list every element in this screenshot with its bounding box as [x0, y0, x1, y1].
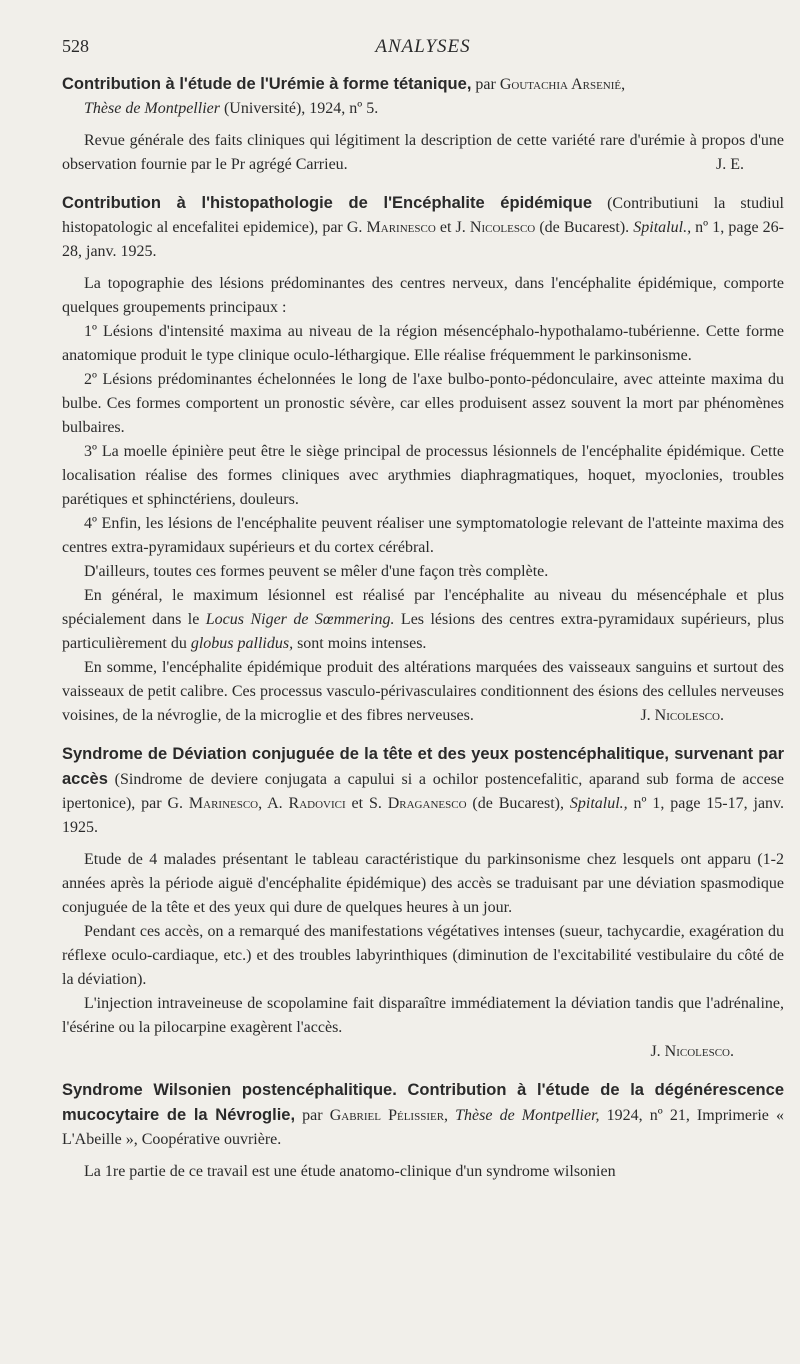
paragraph: D'ailleurs, toutes ces formes peuvent se mêler d'une façon très complète.	[84, 563, 549, 580]
signature: J. Nicolesco.	[650, 1043, 734, 1060]
authors: G. Marinesco, A. Radovici	[167, 795, 346, 812]
source-details: nº 1, page 26-28, janv. 1925.	[62, 219, 784, 260]
paragraph-text: En somme, l'encéphalite épidémique produit des altérations marquées des vaisseaux sanguins et surtout des vaisseaux de petit calibre. Ces processus vasculo-périvasculaires conditionnent des ésions des cellules nerveuses voisines, de la névroglie, de la microglie et des fibres nerveuses.	[62, 659, 784, 724]
paragraph: 3º La moelle épinière peut être le siège principal de processus lésionnels de l'encéphalite épidémique. Cette localisation réalise des formes cliniques avec arythmies diaphragmatiques, hoquet, myoclonies, troubles parétiques et sphinctériens, douleurs.	[62, 443, 784, 508]
source-title: Thèse de Montpellier	[84, 100, 220, 117]
paragraph	[62, 656, 784, 728]
journal: Spitalul.,	[633, 219, 692, 236]
paragraph-text: Revue générale des faits cliniques qui légitiment la description de cette variété rare d'urémie à propos d'une observation fournie par le Pr agrégé Carrieu.	[62, 132, 784, 173]
source-title: Thèse de Montpellier,	[455, 1107, 600, 1124]
title-rest: (Sindrome de deviere conjugata a capului si a ochilor postencefalitic, aparand sub forma de accese ipertonice), par	[62, 771, 784, 812]
entry-heading: Contribution à l'étude de l'Urémie à forme tétanique,	[62, 75, 472, 93]
source-details: 1924, nº 21, Imprimerie « L'Abeille », Coopérative ouvrière.	[62, 1107, 784, 1148]
running-title: ANALYSES	[375, 36, 471, 57]
by-text: par	[295, 1107, 330, 1124]
entry-heading: Syndrome Wilsonien postencéphalitique. Contribution à l'étude de la dégénérescence mucocytaire de la Névroglie,	[62, 1081, 784, 1124]
author: G. Marinesco	[346, 219, 436, 236]
entry-title	[62, 1078, 784, 1152]
paragraph: L'injection intraveineuse de scopolamine fait disparaître immédiatement la déviation tandis que l'adrénaline, l'ésérine ou la pilocarpine exagèrent l'accès.	[62, 995, 784, 1036]
paragraph-text: En général, le maximum lésionnel est réalisé par l'encéphalite au niveau du mésencéphale et plus spécialement dans le	[62, 587, 784, 628]
source-details: (Université), 1924, nº 5.	[219, 100, 379, 117]
paragraph: Etude de 4 malades présentant le tableau caractéristique du parkinsonisme chez lesquels ont apparu (1-2 années après la période aiguë d'encéphalite épidémique) des accès se traduisant par une déviation spasmodique conjuguée de la tête et des yeux qui dure de quelques heures à un jour.	[62, 851, 784, 916]
entry-heading: Contribution à l'histopathologie de l'Encéphalite épidémique	[62, 194, 592, 212]
signature: J. E.	[716, 156, 744, 173]
author: Goutachia Arsenié,	[499, 76, 626, 93]
paragraph-text: Les lésions des centres extra-pyramidaux supérieurs, plus particulièrement du	[62, 611, 785, 652]
paragraph: Pendant ces accès, on a remarqué des manifestations végétatives intenses (sueur, tachycardie, exagération du réflexe oculo-cardiaque, etc.) et des troubles labyrinthiques (diminution de l'excitabilité vestibulaire du côté de la déviation).	[62, 923, 784, 988]
and-text: et	[345, 795, 369, 812]
source-line	[62, 97, 784, 121]
entry-heading: Syndrome de Déviation conjuguée de la tête et des yeux postencéphalitique, survenant par accès	[62, 745, 784, 788]
source-details: nº 1, page 15-17, janv. 1925.	[62, 795, 785, 836]
author: Gabriel Pélissier,	[329, 1107, 449, 1124]
source-pre: (de Bucarest).	[535, 219, 634, 236]
paragraph-text: sont moins intenses.	[293, 635, 427, 652]
by-text: par	[471, 76, 500, 93]
paragraph: 2º Lésions prédominantes échelonnées le long de l'axe bulbo-ponto-pédonculaire, avec atteinte maxima du bulbe. Ces formes comportent un pronostic sévère, car elles produisent assez souvent la mort par phénomènes bulbaires.	[62, 371, 784, 436]
page	[62, 0, 784, 1364]
and-text: et	[435, 219, 456, 236]
entry-title	[62, 742, 784, 840]
entry-title	[62, 72, 784, 121]
document-body	[62, 72, 784, 1184]
globus-pallidus: globus pallidus,	[190, 635, 294, 652]
running-header	[62, 36, 784, 60]
paragraph: 1º Lésions d'intensité maxima au niveau de la région mésencéphalo-hypothalamo-tubérienne. Cette forme anatomique produit le type clinique oculo-léthargique. Elle réalise fréquemment le parkinsonisme.	[62, 323, 784, 364]
paragraph: 4º Enfin, les lésions de l'encéphalite peuvent réaliser une symptomatologie relevant de l'atteinte maxima des centres extra-pyramidaux supérieurs et du cortex cérébral.	[62, 515, 784, 556]
paragraph: La topographie des lésions prédominantes des centres nerveux, dans l'encéphalite épidémique, comporte quelques groupements principaux :	[62, 275, 784, 316]
entry-encephalite-histopathologie	[62, 191, 784, 728]
paragraph	[62, 129, 784, 177]
entry-title	[62, 191, 784, 264]
locus-niger: Locus Niger de Sœmmering.	[205, 611, 395, 628]
title-rest: (Contributiuni la studiul histopatologic al encefalitei epidemice), par	[62, 195, 784, 236]
author: J. Nicolesco	[455, 219, 536, 236]
entry-deviation-conjuguee	[62, 742, 784, 1064]
source-pre: (de Bucarest),	[466, 795, 570, 812]
paragraph: La 1re partie de ce travail est une étude anatomo-clinique d'un syndrome wilsonien	[84, 1163, 616, 1180]
journal: Spitalul.,	[569, 795, 628, 812]
entry-syndrome-wilsonien	[62, 1078, 784, 1184]
page-number: 528	[62, 36, 89, 56]
entry-uremie	[62, 72, 784, 177]
paragraph	[62, 584, 784, 656]
author: S. Draganesco	[368, 795, 467, 812]
signature: J. Nicolesco.	[640, 707, 724, 724]
